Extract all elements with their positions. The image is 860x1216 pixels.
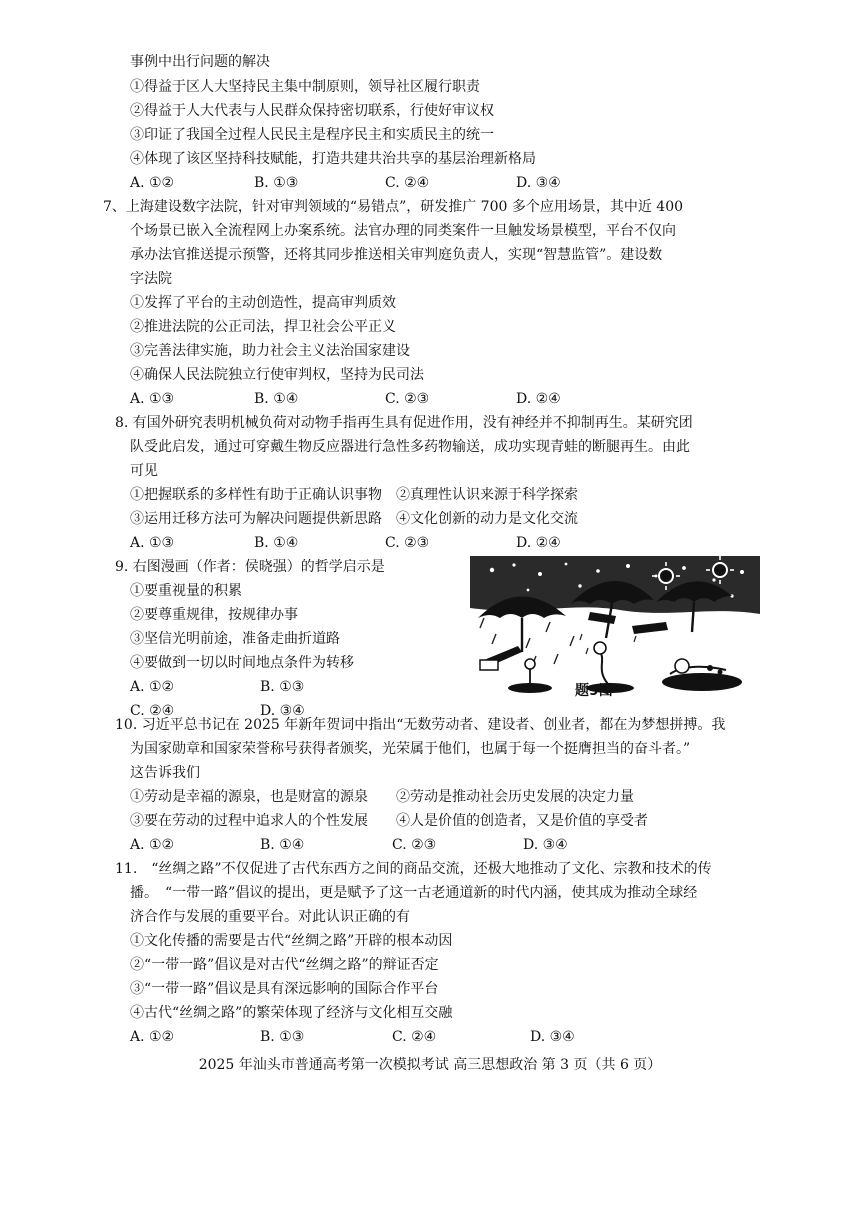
q11-item-3: ③“一带一路”倡议是具有深远影响的国际合作平台 xyxy=(130,981,439,997)
q6-item-4: ④体现了该区坚持科技赋能，打造共建共治共享的基层治理新格局 xyxy=(130,151,536,167)
q9-option-b: B. ①③ xyxy=(260,679,305,695)
q9-option-a: A. ①② xyxy=(130,679,175,695)
q6-option-a: A. ①② xyxy=(130,175,175,191)
q6-option-d: D. ③④ xyxy=(516,175,561,191)
q8-option-d: D. ②④ xyxy=(516,535,561,551)
q6-option-c: C. ②④ xyxy=(385,175,430,191)
q11-item-2: ②“一带一路”倡议是对古代“丝绸之路”的辩证否定 xyxy=(130,957,439,973)
q7-option-c: C. ②③ xyxy=(385,391,430,407)
q10-option-b: B. ①④ xyxy=(260,837,305,853)
q11-option-b: B. ①③ xyxy=(260,1029,305,1045)
figure-caption: 题9图 xyxy=(575,683,613,699)
q11-option-d: D. ③④ xyxy=(530,1029,575,1045)
q10-option-d: D. ③④ xyxy=(523,837,568,853)
q6-item-1: ①得益于区人大坚持民主集中制原则，领导社区履行职责 xyxy=(130,79,480,95)
q10-option-a: A. ①② xyxy=(130,837,175,853)
q11-stem-line-3: 济合作与发展的重要平台。对此认识正确的有 xyxy=(130,909,410,925)
q7-item-4: ④确保人民法院独立行使审判权，坚持为民司法 xyxy=(130,367,424,383)
q9-item-1: ①要重视量的积累 xyxy=(130,583,242,599)
q7-stem-line-4: 字法院 xyxy=(130,271,172,287)
q8-items-row-2: ③运用迁移方法可为解决问题提供新思路 ④文化创新的动力是文化交流 xyxy=(130,511,578,527)
q8-stem-line-2: 队受此启发，通过可穿戴生物反应器进行急性多药物输送，成功实现青蛙的断腿再生。由此 xyxy=(130,439,690,455)
q11-stem-line-1: 11. “丝绸之路”不仅促进了古代东西方之间的商品交流，还极大地推动了文化、宗教和技术的传 xyxy=(115,861,712,877)
q11-item-4: ④古代“丝绸之路”的繁荣体现了经济与文化相互交融 xyxy=(130,1005,453,1021)
q8-items-row-1: ①把握联系的多样性有助于正确认识事物 ②真理性认识来源于科学探索 xyxy=(130,487,578,503)
q7-option-d: D. ②④ xyxy=(516,391,561,407)
q9-item-3: ③坚信光明前途，准备走曲折道路 xyxy=(130,631,340,647)
q10-items-row-1: ①劳动是幸福的源泉，也是财富的源泉 ②劳动是推动社会历史发展的决定力量 xyxy=(130,789,634,805)
q6-item-3: ③印证了我国全过程人民民主是程序民主和实质民主的统一 xyxy=(130,127,494,143)
q9-item-4: ④要做到一切以时间地点条件为转移 xyxy=(130,655,354,671)
q7-stem-line-1: 7、上海建设数字法院，针对审判领域的“易错点”，研发推广 700 多个应用场景，其中近 400 xyxy=(103,199,684,215)
q9-option-c: C. ②④ xyxy=(130,703,175,719)
q11-item-1: ①文化传播的需要是古代“丝绸之路”开辟的根本动因 xyxy=(130,933,453,949)
q10-stem-line-3: 这告诉我们 xyxy=(130,765,200,781)
q11-stem-line-2: 播。 “一带一路”倡议的提出，更是赋予了这一古老通道新的时代内涵，使其成为推动全球经 xyxy=(130,885,698,901)
page-footer: 2025 年汕头市普通高考第一次模拟考试 高三思想政治 第 3 页（共 6 页） xyxy=(198,1057,662,1073)
q7-stem-line-3: 承办法官推送提示预警，还将其同步推送相关审判庭负责人，实现“智慧监管”。建设数 xyxy=(130,247,663,263)
q10-option-c: C. ②③ xyxy=(392,837,437,853)
q9-option-d: D. ③④ xyxy=(260,703,305,719)
q8-option-c: C. ②③ xyxy=(385,535,430,551)
q10-items-row-2: ③要在劳动的过程中追求人的个性发展 ④人是价值的创造者，又是价值的享受者 xyxy=(130,813,648,829)
q6-option-b: B. ①③ xyxy=(254,175,299,191)
q6-item-2: ②得益于人大代表与人民群众保持密切联系，行使好审议权 xyxy=(130,103,494,119)
q10-stem-line-1: 10. 习近平总书记在 2025 年新年贺词中指出“无数劳动者、建设者、创业者，都在为梦想拼搏。我 xyxy=(115,717,726,733)
q8-option-a: A. ①③ xyxy=(130,535,175,551)
q8-option-b: B. ①④ xyxy=(254,535,299,551)
q7-stem-line-2: 个场景已嵌入全流程网上办案系统。法官办理的同类案件一旦触发场景模型，平台不仅向 xyxy=(130,223,676,239)
q7-option-a: A. ①③ xyxy=(130,391,175,407)
q10-stem-line-2: 为国家勋章和国家荣誉称号获得者颁奖，光荣属于他们，也属于每一个挺膺担当的奋斗者。” xyxy=(130,741,691,757)
q7-item-1: ①发挥了平台的主动创造性，提高审判质效 xyxy=(130,295,396,311)
q8-stem-line-1: 8. 有国外研究表明机械负荷对动物手指再生具有促进作用，没有神经并不抑制再生。某研究团 xyxy=(115,415,693,431)
q7-item-3: ③完善法律实施，助力社会主义法治国家建设 xyxy=(130,343,410,359)
q9-item-2: ②要尊重规律，按规律办事 xyxy=(130,607,298,623)
q8-stem-line-3: 可见 xyxy=(130,463,158,479)
q7-item-2: ②推进法院的公正司法，捍卫社会公平正义 xyxy=(130,319,396,335)
q6-stem-continuation: 事例中出行问题的解决 xyxy=(130,54,270,70)
cartoon-figure xyxy=(470,556,760,702)
q7-option-b: B. ①④ xyxy=(254,391,299,407)
q11-option-a: A. ①② xyxy=(130,1029,175,1045)
q9-stem: 9. 右图漫画（作者：侯晓强）的哲学启示是 xyxy=(115,559,385,575)
q11-option-c: C. ②④ xyxy=(392,1029,437,1045)
